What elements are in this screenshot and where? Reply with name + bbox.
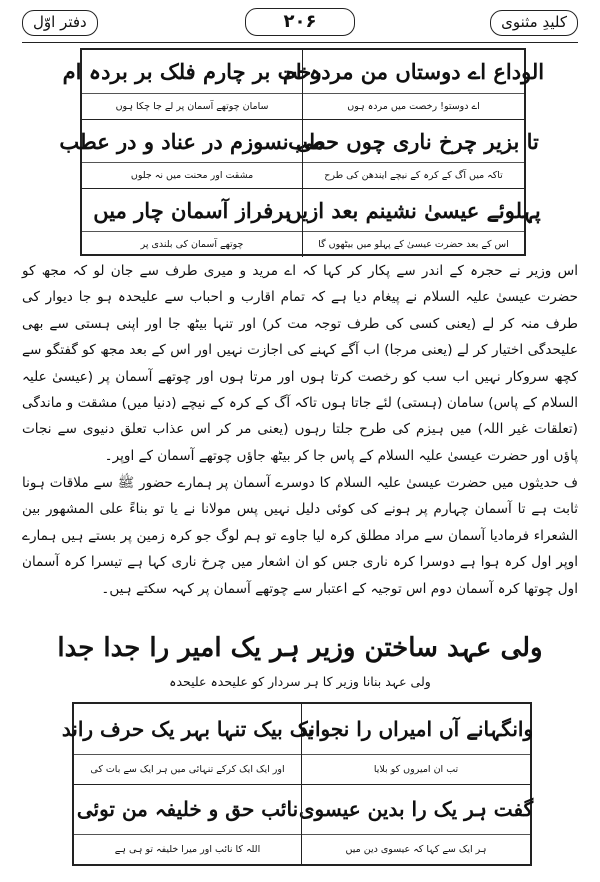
verse-text: وانگہانے آں امیراں را نجواند xyxy=(298,716,534,741)
commentary-paragraph: اس وزیر نے حجرہ کے اندر سے پکار کر کہا کہ اے مرید و میری طرف سے جان لو کہ مجھ کو حضرت عیسیٰ علیہ السلام نے پیغام دیا ہے کہ تمام اقارب و احباب سے علیحدہ ہو جا دیوار کی طرف منہ کر لے (یعنی کسی کی طرف توجہ مت کر) اور تنہا بیٹھ جا اور اپنی ہستی سے بھی علیحدگی اختیار کر لے (یعنی مرجا) اب آگے کہنے کی اجازت نہیں اور اس کے بعد مجھ کو گفتگو سے کچھ سروکار نہیں اب سب کو رخصت کرتا ہوں اور مرتا ہوں اور چوتھے آسمان پر (عیسیٰ علیہ السلام کے پاس) سامان (ہستی) لئے جاتا ہوں تاکہ آگ کے کرہ کے نیچے (دنیا میں) مشقت و ماندگی (تعلقات غیر اللہ) میں ہیزم کی طرح جلتا رہوں (یعنی مر کر اس عذاب تعلق دنیوی سے نجات پاؤں اور حضرت عیسیٰ علیہ السلام کے پاس جا کر بیٹھ جاؤں چوتھے آسمان کے اوپر۔ xyxy=(22,263,578,464)
verse-row xyxy=(61,704,534,784)
verse-gloss: ہر ایک سے کہا کہ عیسوی دین میں xyxy=(302,834,530,864)
verse-table-1 xyxy=(59,48,545,256)
book-title-label: کلیدِ مثنوی xyxy=(490,10,578,36)
hemistich-left xyxy=(82,189,303,257)
hemistich-left xyxy=(62,50,322,119)
hemistich-right xyxy=(298,704,534,784)
verse-text: پہلوئے عیسیٰ نشینم بعد ازیں xyxy=(286,197,541,223)
verse-text: الوداع اے دوستاں من مردہ ام xyxy=(282,58,545,84)
verse-row xyxy=(62,50,545,119)
volume-label: دفتر اوّل xyxy=(22,10,98,36)
verse-gloss: چوتھے آسمان کی بلندی پر xyxy=(82,231,302,257)
section-heading: ولی عہد ساختن وزیر ہر یک امیر را جدا جدا xyxy=(57,633,543,663)
hemistich-right xyxy=(286,189,541,257)
hemistich-left xyxy=(61,704,314,784)
hemistich-right xyxy=(298,785,534,864)
verse-gloss: اور ایک ایک کرکے تنہائی میں ہر ایک سے بات کی xyxy=(74,754,301,784)
hemistich-right xyxy=(282,50,545,119)
verse-text: می نسوزم در عناد و در عطب xyxy=(59,128,325,154)
verse-text: برفراز آسمان چار میں xyxy=(93,197,291,223)
header-rule xyxy=(22,42,578,43)
verse-text: گفت ہر یک را بدین عیسوی xyxy=(298,797,534,822)
page-number: ۲۰۶ xyxy=(245,8,355,36)
verse-gloss: اللہ کا نائب اور میرا خلیفہ تو ہی ہے xyxy=(74,834,301,864)
page-header xyxy=(22,6,578,42)
verse-text: تا بزیر چرخ ناری چوں حطب xyxy=(288,128,539,154)
verse-gloss: مشقت اور محنت میں نہ جلوں xyxy=(82,162,302,188)
verse-gloss: تب ان امیروں کو بلایا xyxy=(302,754,530,784)
verse-gloss: تاکہ میں آگ کے کرہ کے نیچے ایندھن کی طرح xyxy=(303,162,524,188)
verse-table-2 xyxy=(61,702,534,866)
note-paragraph: ف حدیثوں میں حضرت عیسیٰ علیہ السلام کا دوسرے آسمان پر ہمارے حضور ﷺ سے ملاقات ہونا ثابت ہے تا آسمان چہارم پر ہونے کی کوئی دلیل نہیں پس مولانا نے یا تو بناءً علی المشھور بین الشعراء فرمادیا آسمان سے مراد مطلق کرہ لیا جاوے تو ہم لوگ جو کرہ زمین پر بستے ہیں ہمارے اوپر اول کرہ ہوا ہے دوسرا کرہ ناری جس کو ان اشعار میں چرخ ناری کہا ہے تیسرا کرہ آسمان اول چوتھا کرہ آسمان دوم اس توجیہ کے اعتبار سے چوتھے آسمان پر کہہ سکتے ہیں۔ xyxy=(22,475,578,597)
verse-text: رخت بر چارم فلک بر بردہ ام xyxy=(62,58,322,84)
hemistich-left xyxy=(74,785,302,864)
section-subheading: ولی عہد بنانا وزیر کا ہر سردار کو علیحدہ علیحدہ xyxy=(169,674,431,689)
verse-row xyxy=(59,119,539,188)
verse-text: نائب حق و خلیفہ من توئی xyxy=(76,797,299,822)
verse-row xyxy=(82,188,541,257)
verse-text: یک بیک تنہا بہر یک حرف راند xyxy=(61,716,314,741)
hemistich-left xyxy=(59,120,325,188)
verse-gloss: سامان چوتھے آسمان پر لے جا چکا ہوں xyxy=(82,93,302,119)
verse-gloss: اے دوستو! رخصت میں مردہ ہوں xyxy=(303,93,524,119)
verse-gloss: اس کے بعد حضرت عیسیٰ کے پہلو میں بیٹھوں گا xyxy=(303,231,524,257)
hemistich-right xyxy=(288,120,539,188)
verse-row xyxy=(74,784,534,864)
